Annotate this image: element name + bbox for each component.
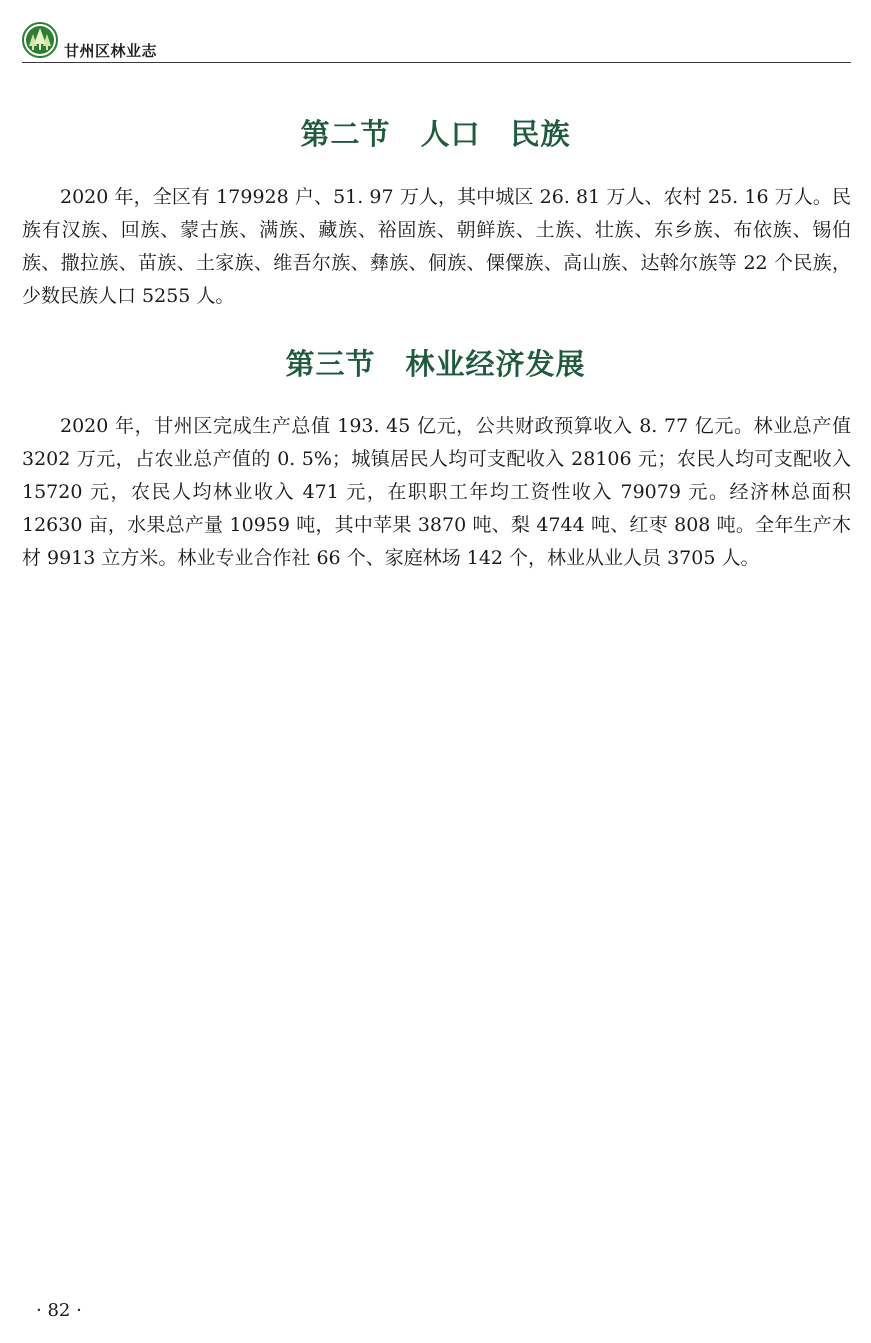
paragraph-forestry-economy: 2020 年，甘州区完成生产总值 193. 45 亿元，公共财政预算收入 8. 77 亿元。林业总产值 3202 万元，占农业总产值的 0. 5%；城镇居民人均可支配收入 28106 元；农民人均可支配收入 15720 元，农民人均林业收入 471 元，在职职工年均工资性收入 79079 元。经济林总面积 12630 亩，水果总产量 10959 吨，其中苹果 3870 吨、梨 4744 吨、红枣 808 吨。全年生产木材 9913 立方米。林业专业合作社 66 个、家庭林场 142 个，林业从业人员 3705 人。 [22, 415, 851, 569]
book-title: 甘州区林业志 [64, 42, 158, 60]
running-header [22, 22, 851, 63]
section-title-forestry-economy: 第三节 林业经济发展 [285, 347, 586, 381]
section-title-population: 第二节 人口 民族 [300, 117, 571, 151]
forest-logo-icon [22, 22, 58, 58]
paragraph-population: 2020 年，全区有 179928 户、51. 97 万人，其中城区 26. 81 万人、农村 25. 16 万人。民族有汉族、回族、蒙古族、满族、藏族、裕固族、朝鲜族、土族、壮族、东乡族、布依族、锡伯族、撒拉族、苗族、土家族、维吾尔族、彝族、侗族、傈僳族、高山族、达斡尔族等 22 个民族，少数民族人口 5255 人。 [22, 186, 851, 307]
page-number: · 82 · [36, 1300, 82, 1321]
